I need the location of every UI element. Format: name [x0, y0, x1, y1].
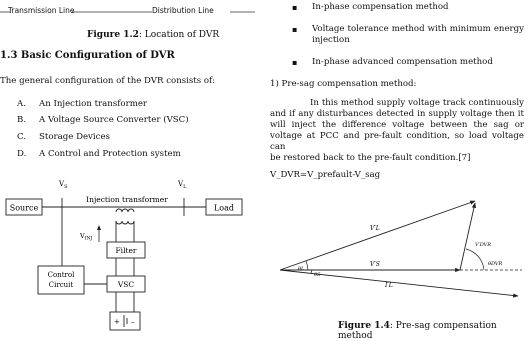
vl-label: V′L — [370, 225, 380, 232]
list-item: C. Storage Devices — [17, 132, 110, 142]
injection-transformer-label: Injection transformer — [86, 195, 168, 204]
transmission-line-label: Transmission Line — [8, 6, 75, 15]
location-lines — [0, 0, 260, 22]
pre-sag-paragraph: In this method supply voltage track continuously and if any disturbances detected in supply voltage then it will inject the difference voltage between the sag or voltage at PCC and pre-fault condition, so load voltage can be restored back to the pre-fault condition.[7] — [270, 98, 524, 163]
primary-coil — [116, 209, 134, 212]
plus-sign: + — [114, 318, 120, 326]
vs-label: $V_S$ — [59, 180, 68, 190]
phasor-diagram — [270, 186, 528, 312]
vs-label: V′S — [370, 261, 380, 268]
load-label: Load — [213, 203, 235, 213]
il-label: I′L — [385, 282, 393, 289]
list-item: A. An Injection transformer — [17, 99, 148, 109]
vl-label: $V_L$ — [178, 180, 187, 190]
list-item: D. A Control and Protection system — [17, 149, 181, 159]
svg-text:Circuit: Circuit — [48, 281, 74, 289]
theta-s-label: θS — [314, 272, 321, 278]
vl-phasor — [280, 201, 475, 270]
dvr-equation: V_DVR=V_prefault-V_sag — [270, 170, 381, 180]
secondary-coil — [116, 221, 134, 224]
svg-text:Control: Control — [47, 271, 75, 279]
vdvr-phasor — [460, 203, 475, 270]
figure-1-2-caption: Figure 1.2: Location of DVR — [87, 30, 220, 40]
source-label: Source — [9, 203, 39, 213]
list-item: B. A Voltage Source Converter (VSC) — [17, 115, 189, 125]
minus-sign: – — [131, 318, 135, 326]
theta-l-label: θL — [298, 266, 305, 272]
vsc-label: VSC — [117, 280, 135, 289]
distribution-line-label: Distribution Line — [152, 6, 214, 15]
pre-sag-subheading: 1) Pre-sag compensation method: — [270, 79, 417, 89]
intro-paragraph: The general configuration of the DVR consists of: — [0, 76, 216, 86]
vinj-label: $V_{INJ}$ — [80, 232, 93, 242]
vdvr-label: V′DVR — [475, 242, 492, 248]
theta-dvr-label: θDVR — [488, 261, 503, 267]
bullet-item: ▪ Voltage tolerance method with minimum energy injection — [292, 24, 524, 45]
filter-label: Filter — [115, 246, 137, 255]
dvr-configuration-diagram — [0, 172, 262, 338]
section-heading: 1.3 Basic Configuration of DVR — [0, 50, 175, 61]
figure-1-4-caption: Figure 1.4: Pre-sag compensation method — [338, 321, 497, 341]
